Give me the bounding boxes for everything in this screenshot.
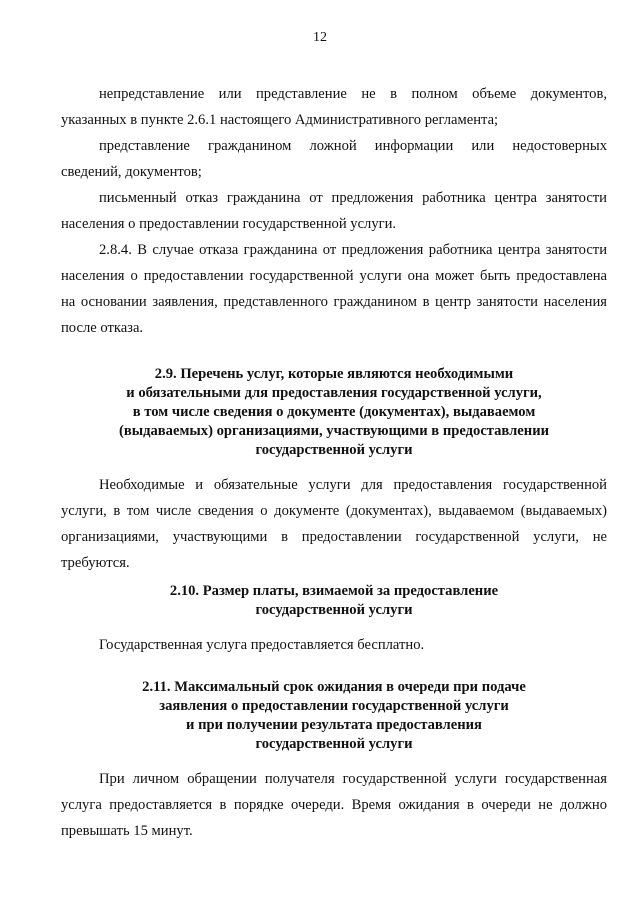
heading-line: государственной услуги [255, 602, 413, 618]
section-heading-2-11 [61, 678, 607, 754]
section-2-11-body [61, 766, 607, 844]
heading-line: и при получении результата предоставления [186, 717, 482, 733]
text-line: услуга предоставляется в порядке очереди. Время ожидания в очереди не должно [61, 797, 607, 813]
paragraph [61, 237, 607, 341]
text-line: после отказа. [61, 320, 144, 336]
text-line: непредставление или представление не в полном объеме документов, [99, 86, 607, 102]
text-line: указанных в пункте 2.6.1 настоящего Административного регламента; [61, 112, 499, 128]
heading-line: 2.11. Максимальный срок ожидания в очереди при подаче [142, 679, 526, 695]
heading-line: (выдаваемых) организациями, участвующими в предоставлении [118, 423, 550, 439]
text-line: письменный отказ гражданина от предложения работника центра занятости [99, 190, 607, 206]
text-line: Необходимые и обязательные услуги для предоставления государственной [99, 477, 607, 493]
text-line: представление гражданином ложной информации или недостоверных [99, 138, 607, 154]
paragraph [61, 133, 607, 185]
text-line: сведений, документов; [61, 164, 202, 180]
document-body [61, 81, 607, 844]
heading-line: в том числе сведения о документе (документах), выдаваемом [132, 404, 536, 420]
heading-line: 2.9. Перечень услуг, которые являются необходимыми [154, 366, 514, 382]
heading-line: и обязательными для предоставления государственной услуги, [126, 385, 542, 401]
section-heading-2-10 [61, 582, 607, 620]
text-line: превышать 15 минут. [61, 823, 193, 839]
paragraph [61, 185, 607, 237]
section-2-10-body [61, 632, 607, 658]
text-line: услуги, в том числе сведения о документе (документах), выдаваемом (выдаваемых) [61, 503, 607, 519]
paragraph [61, 81, 607, 133]
page-number: 12 [313, 30, 327, 45]
text-line: на основании заявления, представленного гражданином в центр занятости населения [61, 294, 607, 310]
text-line: населения о предоставлении государственной услуги. [61, 216, 397, 232]
text-line: 2.8.4. В случае отказа гражданина от предложения работника центра занятости [99, 242, 607, 258]
text-line: требуются. [61, 555, 130, 571]
heading-line: государственной услуги [255, 442, 413, 458]
text-line: организациями, участвующими в предоставлении государственной услуги, не [61, 529, 607, 545]
section-2-9-body [61, 472, 607, 576]
text-line: При личном обращении получателя государственной услуги государственная [99, 771, 607, 787]
text-line: населения о предоставлении государственной услуги она может быть предоставлена [61, 268, 607, 284]
heading-line: заявления о предоставлении государственной услуги [159, 698, 509, 714]
section-heading-2-9 [61, 365, 607, 460]
heading-line: 2.10. Размер платы, взимаемой за предоставление [169, 583, 499, 599]
text-line: Государственная услуга предоставляется бесплатно. [99, 637, 425, 653]
heading-line: государственной услуги [255, 736, 413, 752]
